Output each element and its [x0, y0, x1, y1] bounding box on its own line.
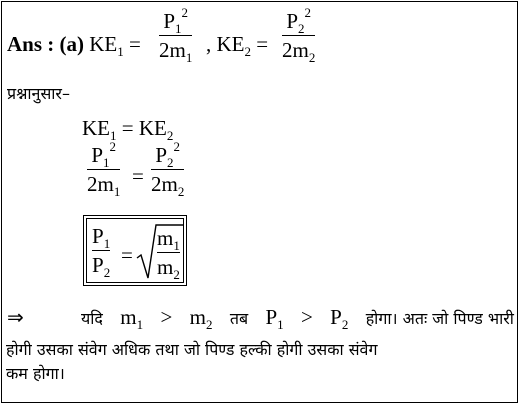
equals-sign: = [132, 164, 144, 188]
fraction-p1-over-2m1 [159, 5, 193, 66]
fraction-left: $P_1^2$ $2m_1$ [87, 139, 121, 200]
answer-label: Ans : (a) [7, 32, 84, 56]
equals-sign: = [121, 243, 133, 267]
fraction-bar [159, 35, 192, 36]
ke1-symbol: $KE_1$ [89, 32, 124, 60]
equals-sign: = [129, 32, 141, 56]
numerator: $P_1^2$ [163, 5, 189, 37]
answer-prefix [7, 32, 141, 60]
conclusion-line-1: यदि $m_1$ > $m_2$ तब $P_1$ > $P_2$ होगा। अतः जो पिण्ड भारी [81, 305, 514, 333]
fraction-p2-over-2m2 [282, 5, 316, 66]
denominator: $2m_2$ [282, 38, 316, 66]
ke-equality: $KE_1 = KE_2$ [82, 116, 174, 144]
according-to-question-label: प्रश्नानुसार– [7, 84, 70, 103]
ke2-expression: , $KE_2$ = [206, 32, 269, 60]
fraction-right: $P_2^2$ $2m_2$ [151, 139, 185, 200]
fraction-m1-over-m2: $m_1$ $m_2$ [157, 226, 180, 283]
fraction-p1-over-p2: $P_1$ $P_2$ [92, 224, 111, 281]
denominator: $2m_1$ [159, 38, 193, 66]
implies-arrow: ⇒ [7, 305, 24, 329]
numerator: $P_2^2$ [286, 5, 312, 37]
conclusion-line-2: होगी उसका संवेग अधिक तथा जो पिण्ड हल्की होगी उसका संवेग [6, 340, 378, 359]
fraction-bar [282, 35, 315, 36]
conclusion-line-3: कम होगा। [6, 364, 65, 383]
